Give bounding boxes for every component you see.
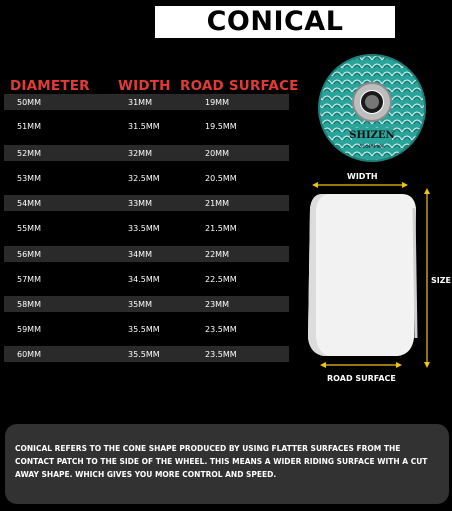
cell-diameter: 53MM	[17, 174, 41, 183]
cell-width: 35.5MM	[128, 325, 160, 334]
cell-road-surface: 23MM	[205, 300, 229, 309]
header-road-surface: ROAD SURFACE	[180, 78, 299, 94]
cell-width: 35.5MM	[128, 350, 160, 359]
cell-diameter: 59MM	[17, 325, 41, 334]
table-row	[4, 195, 289, 211]
table-row	[0, 321, 295, 337]
cell-diameter: 58MM	[17, 300, 41, 309]
table-row	[4, 94, 289, 110]
cell-diameter: 55MM	[17, 224, 41, 233]
table-row	[4, 145, 289, 161]
cell-road-surface: 23.5MM	[205, 325, 237, 334]
wheel-profile-diagram	[300, 168, 452, 398]
cell-road-surface: 20MM	[205, 149, 229, 158]
width-label: WIDTH	[347, 172, 378, 181]
cell-width: 34MM	[128, 250, 152, 259]
cell-width: 31MM	[128, 98, 152, 107]
cell-road-surface: 19MM	[205, 98, 229, 107]
size-label: SIZE	[431, 276, 452, 285]
wheel-size-text: 52.5MM 99A	[359, 144, 385, 149]
cell-width: 33.5MM	[128, 224, 160, 233]
cell-diameter: 57MM	[17, 275, 41, 284]
cell-width: 31.5MM	[128, 122, 160, 131]
cell-diameter: 50MM	[17, 98, 41, 107]
header-diameter: DIAMETER	[10, 78, 90, 94]
description-panel	[5, 424, 449, 504]
cell-width: 35MM	[128, 300, 152, 309]
table-row	[0, 271, 295, 287]
table-row	[0, 220, 295, 236]
table-row	[4, 296, 289, 312]
cell-width: 32MM	[128, 149, 152, 158]
cell-diameter: 54MM	[17, 199, 41, 208]
page-title: CONICAL SHAPE	[155, 6, 395, 38]
cell-width: 32.5MM	[128, 174, 160, 183]
cell-diameter: 56MM	[17, 250, 41, 259]
road-surface-label: ROAD SURFACE	[327, 374, 396, 383]
table-row	[0, 118, 295, 134]
cell-road-surface: 20.5MM	[205, 174, 237, 183]
cell-road-surface: 21MM	[205, 199, 229, 208]
cell-road-surface: 23.5MM	[205, 350, 237, 359]
cell-diameter: 52MM	[17, 149, 41, 158]
wheel-front-image	[312, 52, 432, 164]
table-row	[4, 246, 289, 262]
table-row	[0, 170, 295, 186]
cell-width: 34.5MM	[128, 275, 160, 284]
cell-diameter: 60MM	[17, 350, 41, 359]
cell-road-surface: 22.5MM	[205, 275, 237, 284]
cell-diameter: 51MM	[17, 122, 41, 131]
table-row	[4, 346, 289, 362]
cell-road-surface: 19.5MM	[205, 122, 237, 131]
cell-road-surface: 21.5MM	[205, 224, 237, 233]
description-text: CONICAL REFERS TO THE CONE SHAPE PRODUCED BY USING FLATTER SURFACES FROM THE CONTACT PATCH TO THE SIDE OF THE WHEEL. THIS MEANS A WIDER RIDING SURFACE WITH A CUT AWAY SHAPE. WHICH GIVES YOU MORE CONTROL AND SPEED.	[15, 444, 428, 479]
cell-road-surface: 22MM	[205, 250, 229, 259]
wheel-brand-text: SHIZEN	[349, 130, 395, 141]
header-width: WIDTH	[118, 78, 171, 94]
cell-width: 33MM	[128, 199, 152, 208]
